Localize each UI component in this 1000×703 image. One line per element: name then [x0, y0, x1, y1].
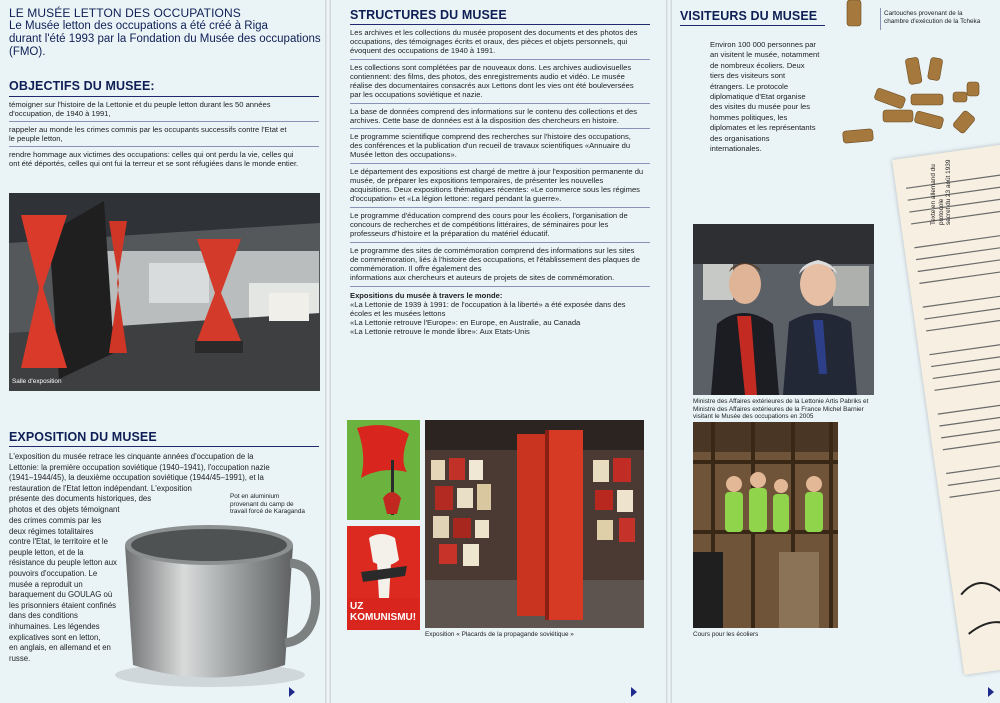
objective-line: ont été déportés, celles qui ont fui la terreur et se sont réfugiées dans le monde entier. [9, 159, 299, 168]
paragraph-line: informations aux chercheurs et auteurs de projets de sites de commémoration. [350, 273, 615, 282]
paragraph-line: Musée letton des occupations». [350, 150, 457, 159]
ministers-caption-line: visitant le Musée des occupations en 2005 [693, 413, 814, 420]
school-class-illustration [693, 422, 838, 628]
hall-photo-caption: Salle d'exposition [12, 378, 62, 385]
paragraph-line: archives. Cette base de données est à la disposition des chercheurs en histoire. [350, 116, 619, 125]
exhibition-line: peuple letton, et de la [9, 547, 84, 557]
panel-museum [0, 0, 325, 703]
exhibition-line: explicatives sont en letton, [9, 632, 101, 642]
ministers-caption [693, 398, 868, 421]
visitors-line: hommes politiques, les [710, 112, 788, 122]
visitors-heading: VISITEURS DU MUSEE [680, 9, 818, 23]
structure-paragraph [350, 63, 634, 99]
visitors-line: étrangers. Le protocole [710, 81, 789, 91]
structure-paragraph [350, 28, 637, 55]
school-class-photo [693, 422, 838, 628]
exhibition-line: L'exposition du musée retrace les cinquante années d'occupation de la [9, 452, 254, 461]
panel-visitors [672, 0, 1000, 703]
traveling-heading: Expositions du musée à travers le monde: [350, 291, 503, 300]
propaganda-exhibition-photo [425, 420, 644, 628]
ministers-caption-line: Ministre des Affaires extérieures de la France Michel Barnier [693, 405, 864, 413]
objective-line: témoigner sur l'histoire de la Lettonie et du peuple letton durant les 50 années [9, 100, 271, 109]
panel-structures [331, 0, 666, 703]
traveling-line: «La Lettonie retrouve l'Europe»: en Europe, en Australie, au Canada [350, 318, 581, 327]
exhibition-line: musée a reproduit un [9, 579, 83, 589]
paragraph-line: Le programme des sites de commémoration comprend des informations sur les sites [350, 246, 635, 255]
school-class-caption: Cours pour les écoliers [693, 631, 759, 638]
cup-caption-line: provenant du camp de [230, 500, 294, 508]
exhibition-line: présente des documents historiques, des [9, 494, 152, 504]
exhibition-line: deux régimes totalitaires [9, 526, 94, 536]
objective-line: rendre hommage aux victimes des occupations: celles qui ont perdu la vie, celles qui [9, 150, 294, 159]
structure-paragraph [350, 132, 631, 159]
paragraph-line: des conférences et la publication d'un recueil de travaux scientifiques «Annuaire du [350, 141, 631, 150]
divider [880, 8, 881, 30]
paragraph-line: de commémoration, liés à l'histoire des occupations, et l'établissement des plaques de [350, 255, 640, 264]
divider [9, 121, 319, 122]
next-arrow-icon [631, 687, 637, 697]
next-arrow-icon [289, 687, 295, 697]
divider [350, 24, 650, 25]
paragraph-line: concours de recherches et de compétitions littéraires, de séminaires pour les [350, 220, 609, 229]
poster-communism [347, 526, 420, 630]
divider [350, 59, 650, 60]
exhibition-line: résistance du peuple letton aux [9, 558, 117, 568]
divider [350, 286, 650, 287]
document-caption-line: secret du 23 août 1939 [945, 159, 952, 225]
objective-line: d'occupation, de 1940 à 1991, [9, 109, 111, 118]
divider [9, 96, 319, 97]
divider [680, 25, 825, 26]
intro-line: (FMO). [9, 46, 46, 58]
cartridges-caption-line: chambre d'exécution de la Tcheka [884, 17, 981, 25]
poster-flag-illustration [347, 420, 420, 520]
paragraph-line: Les archives et les collections du musée proposent des documents et des photos des [350, 28, 638, 37]
document-caption [930, 145, 953, 225]
paragraph-line: Le programme d'éducation comprend des cours pour les écoliers, l'organisation de [350, 211, 628, 220]
visitors-text [710, 40, 819, 154]
divider [350, 103, 650, 104]
exhibition-line: (1941–1944/45), la deuxième occupation soviétique (1944/45–1991), et la [9, 473, 264, 483]
museum-title: LE MUSÉE LETTON DES OCCUPATIONS [9, 6, 241, 20]
poster-flag [347, 420, 420, 520]
paragraph-line: évoquent des occupations de 1940 à 1991. [350, 46, 496, 55]
divider [350, 242, 650, 243]
visitors-line: de nombreux écoliers. Deux [710, 60, 805, 70]
visitors-line: diplomatique d'Etat organise [710, 92, 806, 102]
visitors-line: des visites du musée pour les [710, 102, 811, 112]
visitors-line: an visitent le musée, notamment [710, 50, 820, 60]
objectives-heading: OBJECTIFS DU MUSEE: [9, 79, 155, 93]
paragraph-line: commémoration. Il offre également des [350, 264, 482, 273]
exhibition-line: les prisonniers étaient confinés [9, 600, 117, 610]
exhibition-line: contre l'Etat, le territoire et le [9, 537, 108, 547]
exhibition-line: Lettonie: la première occupation soviétique (1940–1941), l'occupation nazie [9, 462, 270, 472]
paragraph-line: acquisitions. Deux expositions thématiques récentes: «Le commerce sous les régimes [350, 185, 640, 194]
exhibition-line: russe. [9, 653, 31, 663]
paragraph-line: musée, de préparer les expositions temporaires, de présenter les nouvelles [350, 176, 604, 185]
exhibition-line: inhumaines. Les légendes [9, 621, 100, 631]
structure-paragraph [350, 246, 640, 282]
exhibition-hall-illustration [9, 193, 320, 391]
ministers-caption-line: Ministre des Affaires extérieures de la Lettonie Artis Pabriks et [693, 398, 869, 405]
intro-line: Le Musée letton des occupations a été créé à Riga [9, 20, 268, 32]
exhibition-heading: EXPOSITION DU MUSEE [9, 430, 157, 444]
cup-illustration [115, 515, 320, 690]
exhibition-hall-photo [9, 193, 320, 391]
ministers-visit-photo [693, 224, 874, 395]
objective-item [9, 150, 298, 168]
objective-line: le peuple letton, [9, 134, 63, 143]
visitors-line: internationales. [710, 144, 762, 154]
paragraph-line: occupations, des témoignages écrits et oraux, des pièces et objets personnels, qui [350, 37, 628, 46]
propaganda-exhibition-illustration [425, 420, 644, 628]
document-caption-line: Texte en allemand du protocole [930, 164, 945, 225]
intro-line: durant l'été 1993 par la Fondation du Musée des occupations [9, 33, 321, 45]
cup-caption-line: travail forcé de Karaganda [230, 508, 305, 515]
visitors-line: des organisations [710, 133, 770, 143]
paragraph-line: contiennent: des films, des photos, des enregistrements audio et vidéo. Le musée [350, 72, 625, 81]
objective-item [9, 100, 271, 118]
traveling-line: «La Lettonie retrouve le monde libre»: Aux Etats-Unis [350, 327, 530, 336]
paragraph-line: Le programme scientifique comprend des recherches sur l'histoire des occupations, [350, 132, 631, 141]
visitors-line: Environ 100 000 personnes par [710, 40, 816, 49]
cartridges-caption [884, 10, 998, 25]
paragraph-line: par les occupations soviétique et nazie. [350, 90, 483, 99]
paragraph-line: Les collections sont complétées par de nouveaux dons. Les archives audiovisuelles [350, 63, 632, 72]
paragraph-line: réalise des documentaires consacrés aux Lettons dont les vies ont été bouleversées [350, 81, 634, 90]
structure-paragraph [350, 107, 637, 125]
traveling-line: «La Lettonie de 1939 à 1991: de l'occupation à la liberté» a été exposée dans des [350, 300, 626, 309]
divider [9, 446, 319, 447]
cup-caption [230, 493, 320, 516]
ministers-illustration [693, 224, 874, 395]
paragraph-line: d'occupation» et «La légion lettone: regard pendant la guerre». [350, 194, 562, 203]
exhibition-line: restauration de l'Etat letton indépendant. L'exposition [9, 483, 192, 493]
cup-caption-line: Pot en aluminium [230, 493, 280, 500]
aluminium-cup-photo [115, 515, 320, 690]
structure-paragraph [350, 211, 628, 238]
next-arrow-icon [988, 687, 994, 697]
paragraph-line: La base de données comprend des informations sur le contenu des collections et des [350, 107, 638, 116]
structures-heading: STRUCTURES DU MUSEE [350, 8, 507, 22]
divider [350, 207, 650, 208]
poster-text-line: KOMUNISMU! [350, 612, 417, 623]
paragraph-line: professeurs d'histoire et la préparation du matériel éducatif. [350, 229, 550, 238]
poster-fist-illustration [347, 526, 420, 598]
visitors-line: diplomates et les représentants [710, 123, 816, 133]
divider [9, 146, 319, 147]
cartridges-caption-line: Cartouches provenant de la [884, 10, 963, 17]
exhibition-line: pouvoirs d'occupation. Le [9, 568, 98, 578]
objective-line: rappeler au monde les crimes commis par les occupants successifs contre l'Etat et [9, 125, 287, 134]
exhibition-line: en anglais, en allemand et en [9, 643, 111, 653]
museum-intro [9, 20, 321, 59]
paragraph-line: Le département des expositions est chargé de mettre à jour l'exposition permanente du [350, 167, 644, 176]
exhibition-line: des crimes commis par les [9, 516, 102, 525]
divider [350, 128, 650, 129]
poster-text-line: UZ [350, 601, 364, 612]
structure-paragraph [350, 167, 643, 203]
exhibition-line: dans des conditions [9, 611, 78, 621]
divider [350, 163, 650, 164]
traveling-list [350, 300, 625, 336]
traveling-line: écoles et les musées lettons [350, 309, 446, 318]
propaganda-photo-caption: Exposition « Placards de la propagande soviétique » [425, 631, 574, 638]
poster-text [350, 601, 416, 623]
exhibition-line: photos et des objets témoignant [9, 504, 120, 514]
exhibition-line: baraquement du GOULAG où [9, 590, 113, 600]
visitors-line: tiers des visiteurs sont [710, 71, 786, 81]
objective-item [9, 125, 286, 143]
